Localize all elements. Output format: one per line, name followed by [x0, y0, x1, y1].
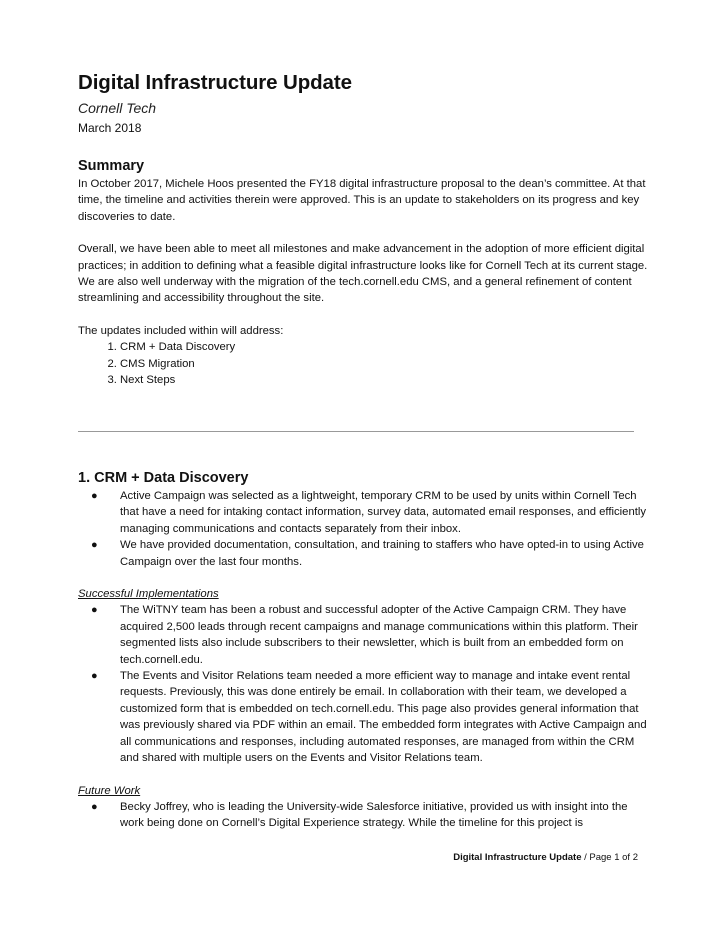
successful-implementations-heading: Successful Implementations: [78, 588, 219, 601]
section-crm: [78, 468, 648, 832]
section-divider: [78, 431, 634, 432]
summary-list-intro: The updates included within will address:: [78, 324, 284, 337]
list-item-text: The Events and Visitor Relations team needed a more efficient way to manage and intake event rental requests. Previously, this was done entirely be email. In collaboration with their team, we developed a customized form that is embedded on tech.cornell.edu. This page also provides general information that was previously shared via PDF within an email. The embedded form integrates with Active Campaign and all communications and responses, including automated responses, are managed from within the CRM and shared with multiple users on the Events and Visitor Relations team.: [120, 670, 647, 765]
list-item: [91, 488, 648, 537]
bullet-icon: ●: [91, 539, 98, 552]
list-item-text: Becky Joffrey, who is leading the University-wide Salesforce initiative, provided us with insight into the work being done on Cornell’s Digital Experience strategy. While the timeline for this project is: [120, 800, 628, 830]
list-item: [91, 537, 648, 570]
list-item: 2. CMS Migration: [120, 356, 648, 372]
document-subtitle: Cornell Tech: [78, 100, 157, 116]
document-title: Digital Infrastructure Update: [78, 71, 352, 94]
bullet-icon: ●: [91, 490, 98, 502]
future-work-heading: Future Work: [78, 784, 141, 797]
list-item: 1. CRM + Data Discovery: [120, 339, 648, 355]
footer-document-name: Digital Infrastructure Update: [453, 852, 582, 863]
list-item-text: We have provided documentation, consultation, and training to staffers who have opted-in to using Active Campaign over the last four months.: [120, 539, 644, 568]
summary-heading: Summary: [78, 158, 145, 174]
list-item-text: The WiTNY team has been a robust and successful adopter of the Active Campaign CRM. They have acquired 2,500 leads through recent campaigns and manage communications within this platform. Their segmented lists also include subscribers to their newsletter, which is built from an embedded form on tech.cornell.edu.: [120, 604, 638, 666]
list-item: 3. Next Steps: [120, 372, 648, 388]
summary-numbered-list: [78, 339, 648, 388]
section1-bullet-list: [78, 488, 648, 570]
list-item: [91, 602, 648, 668]
bullet-icon: ●: [91, 670, 98, 683]
footer-page-info: / Page 1 of 2: [581, 852, 638, 863]
bullet-icon: ●: [91, 800, 98, 813]
document-date: March 2018: [78, 121, 142, 135]
future-bullet-list: [78, 799, 648, 832]
successful-bullet-list: [78, 602, 648, 766]
section1-heading: 1. CRM + Data Discovery: [78, 470, 249, 486]
page-footer: [453, 851, 638, 865]
bullet-icon: ●: [91, 604, 98, 617]
summary-paragraph-1: In October 2017, Michele Hoos presented the FY18 digital infrastructure proposal to the dean’s committee. At that time, the timeline and activities therein were approved. This is an update to stakeholders on its progress and key discoveries to date.: [78, 178, 646, 223]
page-content: [78, 68, 648, 388]
list-item: [91, 668, 648, 766]
list-item: [91, 799, 648, 832]
list-item-text: Active Campaign was selected as a lightweight, temporary CRM to be used by units within Cornell Tech that have a need for intaking contact information, survey data, automated email responses, and efficiently managing communications and contacts separately from their inbox.: [120, 490, 647, 535]
summary-paragraph-2: Overall, we have been able to meet all milestones and make advancement in the adoption of more efficient digital practices; in addition to defining what a feasible digital infrastructure looks like for Cornell Tech at its current stage. We are also well underway with the migration of the tech.cornell.edu CMS, and a general refinement of content streamlining and accessibility throughout the site.: [78, 243, 648, 305]
